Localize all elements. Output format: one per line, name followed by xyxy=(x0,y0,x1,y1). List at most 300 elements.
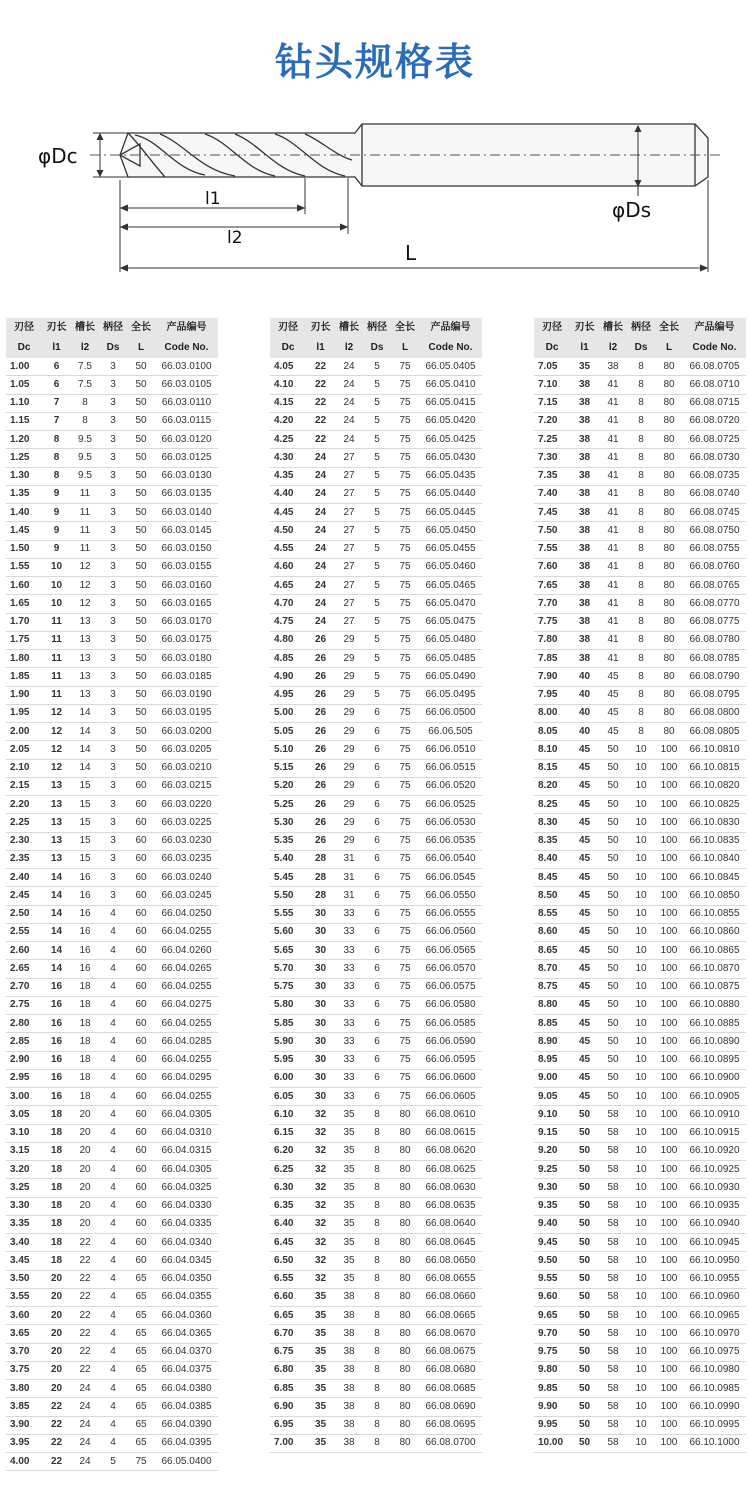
cell-dc: 6.85 xyxy=(270,1380,306,1398)
cell-l1: 26 xyxy=(306,686,335,704)
cell-code: 66.08.0800 xyxy=(683,704,746,722)
spec-table-3 xyxy=(534,318,746,1453)
cell-l1: 30 xyxy=(306,923,335,941)
table-row xyxy=(6,814,218,832)
table-row xyxy=(6,1270,218,1288)
table-row xyxy=(534,1124,746,1142)
cell-l2: 50 xyxy=(599,1069,627,1087)
cell-dc: 8.25 xyxy=(534,796,570,814)
cell-code: 66.08.0610 xyxy=(419,1106,482,1124)
table-row xyxy=(6,923,218,941)
cell-l: 100 xyxy=(655,1015,683,1033)
cell-ds: 4 xyxy=(99,1234,127,1252)
table-row xyxy=(534,1069,746,1087)
cell-ds: 8 xyxy=(627,540,655,558)
cell-l1: 20 xyxy=(42,1307,71,1325)
cell-ds: 3 xyxy=(99,577,127,595)
table-row xyxy=(534,1106,746,1124)
cell-dc: 7.20 xyxy=(534,412,570,430)
cell-ds: 4 xyxy=(99,1179,127,1197)
cell-dc: 9.10 xyxy=(534,1106,570,1124)
cell-dc: 5.70 xyxy=(270,960,306,978)
cell-code: 66.10.0835 xyxy=(683,832,746,850)
cell-dc: 6.65 xyxy=(270,1307,306,1325)
cell-l1: 18 xyxy=(42,1142,71,1160)
table-row xyxy=(270,376,482,394)
cell-l2: 27 xyxy=(335,577,363,595)
cell-l2: 22 xyxy=(71,1288,99,1306)
cell-l: 80 xyxy=(391,1142,419,1160)
table-row xyxy=(270,1380,482,1398)
cell-l: 75 xyxy=(391,686,419,704)
cell-l2: 14 xyxy=(71,741,99,759)
cell-l2: 24 xyxy=(335,431,363,449)
cell-l2: 50 xyxy=(599,923,627,941)
cell-l: 75 xyxy=(391,869,419,887)
cell-l1: 24 xyxy=(306,540,335,558)
header-dc: 刃径 xyxy=(6,318,42,338)
cell-ds: 8 xyxy=(627,504,655,522)
cell-code: 66.06.0555 xyxy=(419,905,482,923)
cell-l: 100 xyxy=(655,814,683,832)
cell-ds: 5 xyxy=(363,595,391,613)
cell-l1: 50 xyxy=(570,1234,599,1252)
cell-ds: 3 xyxy=(99,467,127,485)
cell-l: 60 xyxy=(127,1088,155,1106)
cell-l: 60 xyxy=(127,777,155,795)
cell-l1: 24 xyxy=(306,613,335,631)
cell-ds: 8 xyxy=(363,1252,391,1270)
cell-l2: 58 xyxy=(599,1416,627,1434)
table-row xyxy=(270,777,482,795)
cell-l: 80 xyxy=(655,504,683,522)
cell-l1: 9 xyxy=(42,504,71,522)
cell-ds: 5 xyxy=(363,431,391,449)
cell-l1: 45 xyxy=(570,1033,599,1051)
cell-l2: 20 xyxy=(71,1215,99,1233)
cell-l: 75 xyxy=(127,1453,155,1471)
cell-ds: 3 xyxy=(99,723,127,741)
cell-dc: 7.65 xyxy=(534,577,570,595)
cell-l2: 29 xyxy=(335,631,363,649)
cell-l: 60 xyxy=(127,942,155,960)
cell-ds: 6 xyxy=(363,814,391,832)
cell-dc: 4.25 xyxy=(270,431,306,449)
cell-dc: 1.30 xyxy=(6,467,42,485)
cell-l2: 50 xyxy=(599,942,627,960)
table-row xyxy=(6,1398,218,1416)
page-title: 钻头规格表 xyxy=(274,40,475,84)
cell-l: 100 xyxy=(655,869,683,887)
cell-ds: 5 xyxy=(363,650,391,668)
table-row xyxy=(534,686,746,704)
cell-l2: 38 xyxy=(335,1307,363,1325)
cell-ds: 10 xyxy=(627,741,655,759)
cell-l2: 27 xyxy=(335,504,363,522)
cell-ds: 5 xyxy=(363,376,391,394)
table-row xyxy=(534,1197,746,1215)
cell-code: 66.10.0975 xyxy=(683,1343,746,1361)
cell-l1: 35 xyxy=(306,1288,335,1306)
table-row xyxy=(534,540,746,558)
cell-l2: 50 xyxy=(599,978,627,996)
cell-l1: 38 xyxy=(570,412,599,430)
cell-code: 66.04.0295 xyxy=(155,1069,218,1087)
cell-ds: 10 xyxy=(627,1398,655,1416)
cell-l2: 29 xyxy=(335,668,363,686)
cell-l1: 12 xyxy=(42,759,71,777)
cell-l1: 50 xyxy=(570,1179,599,1197)
cell-l: 80 xyxy=(391,1416,419,1434)
table-row xyxy=(6,1343,218,1361)
cell-dc: 9.80 xyxy=(534,1361,570,1379)
cell-ds: 5 xyxy=(363,522,391,540)
cell-ds: 10 xyxy=(627,1106,655,1124)
cell-l1: 14 xyxy=(42,905,71,923)
cell-code: 66.08.0775 xyxy=(683,613,746,631)
cell-code: 66.04.0255 xyxy=(155,1051,218,1069)
table-row xyxy=(270,449,482,467)
cell-l2: 7.5 xyxy=(71,376,99,394)
cell-ds: 5 xyxy=(363,540,391,558)
cell-dc: 6.25 xyxy=(270,1161,306,1179)
cell-l1: 16 xyxy=(42,978,71,996)
cell-l: 100 xyxy=(655,1416,683,1434)
cell-dc: 9.50 xyxy=(534,1252,570,1270)
cell-ds: 8 xyxy=(363,1416,391,1434)
cell-ds: 10 xyxy=(627,1288,655,1306)
cell-ds: 10 xyxy=(627,1234,655,1252)
cell-code: 66.10.0815 xyxy=(683,759,746,777)
cell-l: 80 xyxy=(655,686,683,704)
cell-l1: 26 xyxy=(306,759,335,777)
cell-ds: 4 xyxy=(99,1088,127,1106)
cell-l2: 11 xyxy=(71,485,99,503)
total-length-label: L xyxy=(405,241,417,265)
cell-l: 50 xyxy=(127,577,155,595)
cell-dc: 3.25 xyxy=(6,1179,42,1197)
cell-l2: 41 xyxy=(599,504,627,522)
cell-l1: 35 xyxy=(306,1416,335,1434)
cell-ds: 6 xyxy=(363,796,391,814)
cell-l1: 20 xyxy=(42,1380,71,1398)
table-row xyxy=(270,1069,482,1087)
table-row xyxy=(270,960,482,978)
table-row xyxy=(6,1453,218,1471)
cell-ds: 8 xyxy=(627,613,655,631)
cell-l2: 22 xyxy=(71,1307,99,1325)
cell-l1: 11 xyxy=(42,613,71,631)
cell-code: 66.10.0970 xyxy=(683,1325,746,1343)
cell-dc: 4.80 xyxy=(270,631,306,649)
cell-l: 60 xyxy=(127,796,155,814)
cell-code: 66.05.0415 xyxy=(419,394,482,412)
cell-l: 80 xyxy=(655,376,683,394)
cell-dc: 9.95 xyxy=(534,1416,570,1434)
cell-l2: 18 xyxy=(71,1033,99,1051)
cell-l2: 45 xyxy=(599,668,627,686)
cell-l: 80 xyxy=(655,650,683,668)
cell-l1: 45 xyxy=(570,996,599,1014)
cell-code: 66.03.0115 xyxy=(155,412,218,430)
cell-l2: 33 xyxy=(335,942,363,960)
cell-ds: 6 xyxy=(363,942,391,960)
cell-l2: 50 xyxy=(599,905,627,923)
cell-l: 75 xyxy=(391,1033,419,1051)
cell-ds: 8 xyxy=(363,1215,391,1233)
cell-ds: 5 xyxy=(363,613,391,631)
cell-l2: 9.5 xyxy=(71,431,99,449)
cell-ds: 4 xyxy=(99,1215,127,1233)
cell-l1: 30 xyxy=(306,996,335,1014)
cell-l1: 13 xyxy=(42,832,71,850)
cell-dc: 5.45 xyxy=(270,869,306,887)
table-row xyxy=(6,1288,218,1306)
cell-code: 66.10.0865 xyxy=(683,942,746,960)
cell-l: 50 xyxy=(127,467,155,485)
cell-dc: 6.90 xyxy=(270,1398,306,1416)
cell-l: 60 xyxy=(127,814,155,832)
l2-label: l2 xyxy=(227,228,243,248)
cell-l2: 58 xyxy=(599,1288,627,1306)
cell-l: 65 xyxy=(127,1380,155,1398)
cell-ds: 6 xyxy=(363,869,391,887)
cell-code: 66.03.0140 xyxy=(155,504,218,522)
cell-l2: 50 xyxy=(599,1033,627,1051)
cell-ds: 6 xyxy=(363,1033,391,1051)
cell-l: 100 xyxy=(655,978,683,996)
cell-dc: 1.35 xyxy=(6,485,42,503)
cell-code: 66.10.0995 xyxy=(683,1416,746,1434)
cell-l: 75 xyxy=(391,942,419,960)
cell-l1: 24 xyxy=(306,449,335,467)
cell-ds: 3 xyxy=(99,504,127,522)
cell-dc: 5.55 xyxy=(270,905,306,923)
cell-l: 75 xyxy=(391,832,419,850)
cell-dc: 3.00 xyxy=(6,1088,42,1106)
cell-l2: 50 xyxy=(599,887,627,905)
cell-l1: 16 xyxy=(42,1088,71,1106)
cell-l1: 11 xyxy=(42,686,71,704)
cell-dc: 2.50 xyxy=(6,905,42,923)
cell-l1: 12 xyxy=(42,723,71,741)
table-row xyxy=(534,1215,746,1233)
cell-l: 60 xyxy=(127,905,155,923)
header-ds: 柄径 xyxy=(627,318,655,338)
cell-code: 66.05.0405 xyxy=(419,358,482,376)
cell-dc: 6.45 xyxy=(270,1234,306,1252)
table-row xyxy=(534,558,746,576)
cell-l1: 20 xyxy=(42,1361,71,1379)
table-row xyxy=(6,1124,218,1142)
cell-ds: 6 xyxy=(363,978,391,996)
table-row xyxy=(270,412,482,430)
cell-l: 75 xyxy=(391,1015,419,1033)
cell-ds: 3 xyxy=(99,631,127,649)
cell-dc: 8.65 xyxy=(534,942,570,960)
cell-l2: 38 xyxy=(335,1398,363,1416)
table-row xyxy=(6,595,218,613)
cell-dc: 4.45 xyxy=(270,504,306,522)
header-code: Code No. xyxy=(419,338,482,358)
cell-l: 80 xyxy=(391,1434,419,1452)
table-row xyxy=(6,376,218,394)
cell-l2: 35 xyxy=(335,1106,363,1124)
cell-code: 66.10.0820 xyxy=(683,777,746,795)
cell-l1: 45 xyxy=(570,741,599,759)
cell-dc: 9.45 xyxy=(534,1234,570,1252)
header-l2: 槽长 xyxy=(71,318,99,338)
cell-l2: 50 xyxy=(599,741,627,759)
cell-l: 50 xyxy=(127,449,155,467)
cell-l: 100 xyxy=(655,1234,683,1252)
cell-code: 66.03.0190 xyxy=(155,686,218,704)
cell-l: 75 xyxy=(391,613,419,631)
cell-ds: 3 xyxy=(99,613,127,631)
cell-code: 66.10.0940 xyxy=(683,1215,746,1233)
cell-dc: 4.05 xyxy=(270,358,306,376)
cell-l2: 33 xyxy=(335,1069,363,1087)
cell-l1: 30 xyxy=(306,905,335,923)
cell-ds: 10 xyxy=(627,1361,655,1379)
cell-code: 66.08.0730 xyxy=(683,449,746,467)
cell-code: 66.04.0360 xyxy=(155,1307,218,1325)
cell-l2: 22 xyxy=(71,1234,99,1252)
table-row xyxy=(6,942,218,960)
cell-l1: 20 xyxy=(42,1270,71,1288)
table-row xyxy=(6,394,218,412)
table-row xyxy=(270,796,482,814)
cell-ds: 3 xyxy=(99,431,127,449)
cell-l1: 45 xyxy=(570,814,599,832)
cell-ds: 4 xyxy=(99,1106,127,1124)
cell-l: 80 xyxy=(391,1361,419,1379)
table-row xyxy=(6,558,218,576)
cell-l2: 45 xyxy=(599,723,627,741)
cell-code: 66.10.0930 xyxy=(683,1179,746,1197)
cell-code: 66.08.0620 xyxy=(419,1142,482,1160)
cell-code: 66.10.0980 xyxy=(683,1361,746,1379)
table-row xyxy=(534,1142,746,1160)
cell-l: 75 xyxy=(391,996,419,1014)
cell-l1: 32 xyxy=(306,1215,335,1233)
cell-code: 66.06.0550 xyxy=(419,887,482,905)
cell-l2: 24 xyxy=(335,412,363,430)
cell-code: 66.06.0585 xyxy=(419,1015,482,1033)
cell-l2: 15 xyxy=(71,814,99,832)
cell-l2: 24 xyxy=(71,1416,99,1434)
total-length-dimension xyxy=(121,265,707,271)
cell-code: 66.05.0480 xyxy=(419,631,482,649)
cell-l1: 18 xyxy=(42,1252,71,1270)
cell-l: 75 xyxy=(391,741,419,759)
cell-l1: 16 xyxy=(42,1051,71,1069)
cell-l2: 27 xyxy=(335,449,363,467)
cell-code: 66.04.0345 xyxy=(155,1252,218,1270)
cell-ds: 8 xyxy=(627,668,655,686)
table-row xyxy=(6,504,218,522)
cell-l: 75 xyxy=(391,1088,419,1106)
cell-l: 50 xyxy=(127,595,155,613)
cell-dc: 1.75 xyxy=(6,631,42,649)
cell-code: 66.08.0740 xyxy=(683,485,746,503)
cell-l: 50 xyxy=(127,741,155,759)
header-dc: 刃径 xyxy=(534,318,570,338)
cell-l1: 11 xyxy=(42,631,71,649)
cell-dc: 5.10 xyxy=(270,741,306,759)
cell-l1: 16 xyxy=(42,996,71,1014)
table-row xyxy=(6,905,218,923)
cell-code: 66.04.0355 xyxy=(155,1288,218,1306)
table-row xyxy=(534,522,746,540)
cell-l1: 50 xyxy=(570,1416,599,1434)
cell-l2: 38 xyxy=(599,358,627,376)
cell-l2: 29 xyxy=(335,723,363,741)
table-row xyxy=(534,850,746,868)
cell-code: 66.08.0660 xyxy=(419,1288,482,1306)
cell-l2: 29 xyxy=(335,796,363,814)
cell-ds: 10 xyxy=(627,1197,655,1215)
cell-l1: 26 xyxy=(306,704,335,722)
cell-l1: 35 xyxy=(306,1380,335,1398)
cell-l2: 13 xyxy=(71,631,99,649)
header-l1: 刃长 xyxy=(570,318,599,338)
cell-code: 66.10.0810 xyxy=(683,741,746,759)
table-row xyxy=(6,1088,218,1106)
cell-l: 60 xyxy=(127,996,155,1014)
cell-l2: 58 xyxy=(599,1270,627,1288)
cell-ds: 5 xyxy=(363,504,391,522)
cell-dc: 2.05 xyxy=(6,741,42,759)
table-row xyxy=(270,358,482,376)
cell-dc: 6.10 xyxy=(270,1106,306,1124)
cell-l1: 9 xyxy=(42,485,71,503)
cell-code: 66.10.0965 xyxy=(683,1307,746,1325)
cell-l1: 30 xyxy=(306,942,335,960)
cell-ds: 10 xyxy=(627,1380,655,1398)
cell-ds: 10 xyxy=(627,1343,655,1361)
cell-ds: 4 xyxy=(99,1197,127,1215)
cell-l2: 41 xyxy=(599,577,627,595)
cell-ds: 4 xyxy=(99,1051,127,1069)
cell-l2: 16 xyxy=(71,960,99,978)
cell-code: 66.04.0310 xyxy=(155,1124,218,1142)
table-row xyxy=(6,1069,218,1087)
cell-l: 75 xyxy=(391,522,419,540)
cell-l2: 20 xyxy=(71,1142,99,1160)
cell-code: 66.04.0390 xyxy=(155,1416,218,1434)
cell-dc: 2.20 xyxy=(6,796,42,814)
cell-l2: 24 xyxy=(335,376,363,394)
cell-ds: 8 xyxy=(363,1288,391,1306)
cell-dc: 1.70 xyxy=(6,613,42,631)
cell-l: 100 xyxy=(655,923,683,941)
cell-dc: 8.35 xyxy=(534,832,570,850)
cell-l2: 16 xyxy=(71,942,99,960)
cell-code: 66.06.0575 xyxy=(419,978,482,996)
table-row xyxy=(6,1361,218,1379)
cell-dc: 8.15 xyxy=(534,759,570,777)
cell-l1: 12 xyxy=(42,741,71,759)
cell-l2: 29 xyxy=(335,650,363,668)
cell-l2: 38 xyxy=(335,1434,363,1452)
cell-code: 66.03.0220 xyxy=(155,796,218,814)
cell-l2: 38 xyxy=(335,1361,363,1379)
cell-dc: 1.15 xyxy=(6,412,42,430)
cell-l1: 30 xyxy=(306,1015,335,1033)
cell-l2: 20 xyxy=(71,1106,99,1124)
cell-l2: 50 xyxy=(599,759,627,777)
